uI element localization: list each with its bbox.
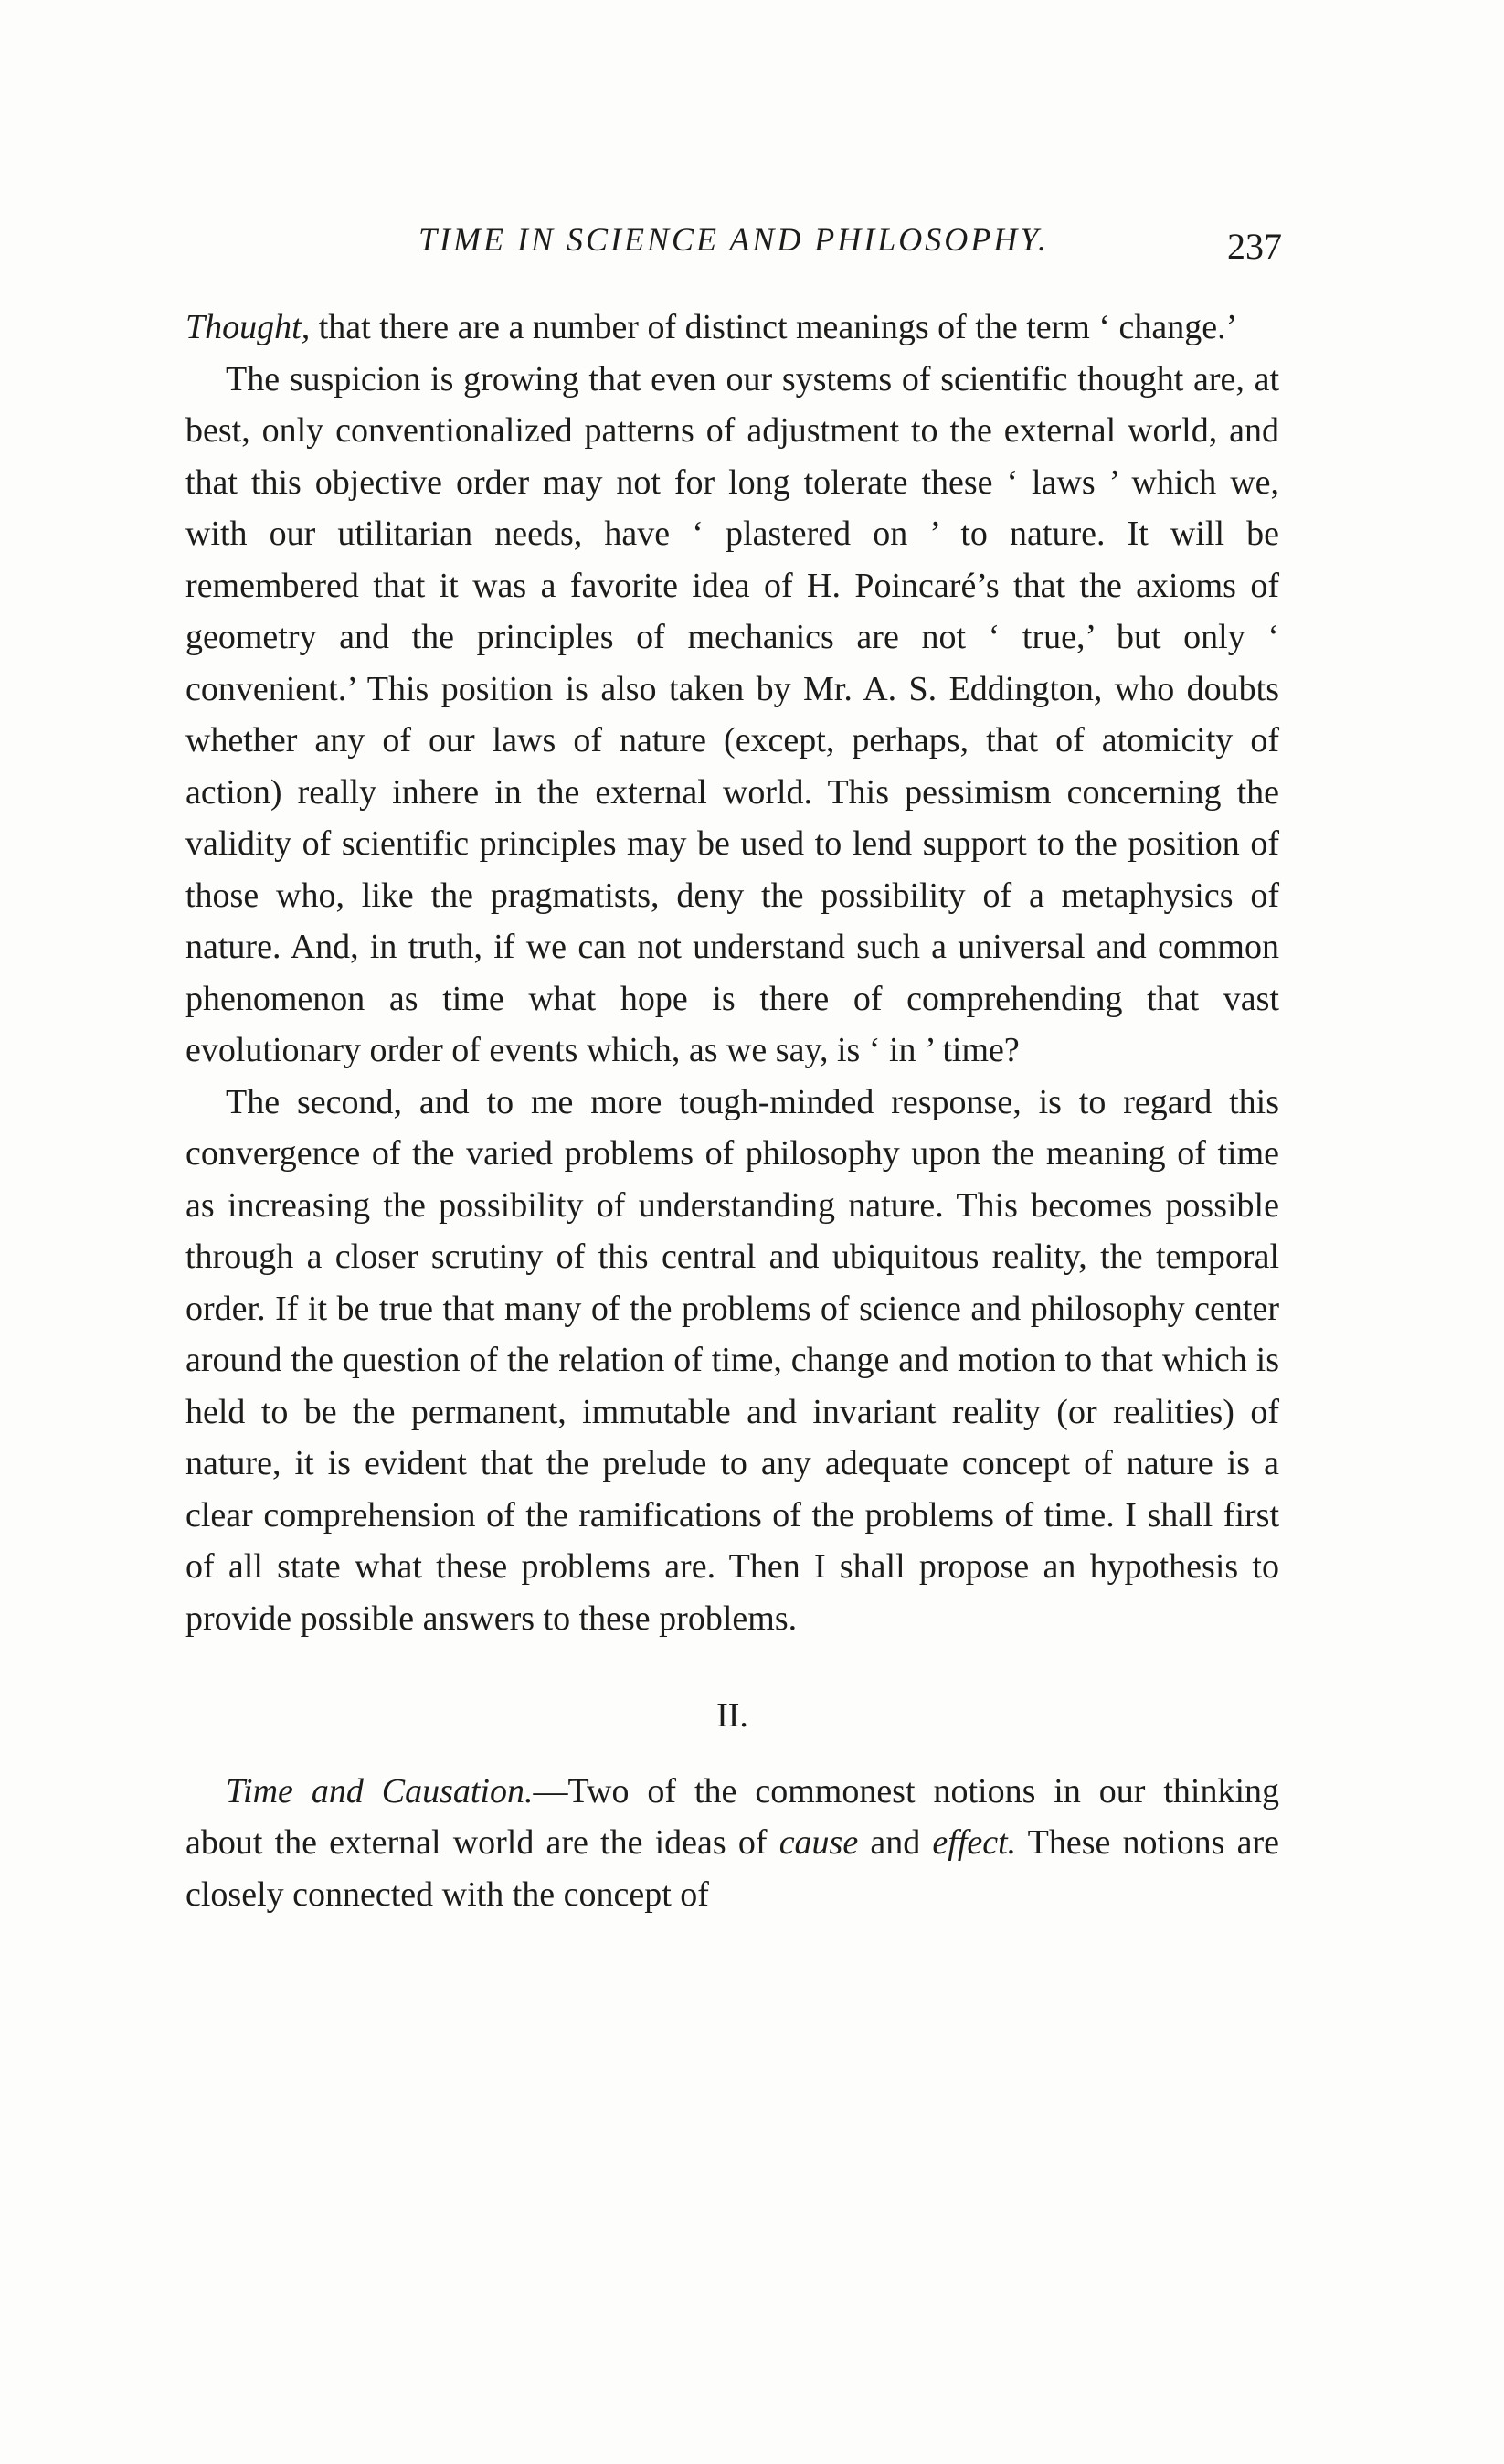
- paragraph-time-causation: [185, 1766, 1279, 1921]
- body-text: [185, 302, 1279, 1920]
- italic-cause: cause: [778, 1823, 859, 1862]
- paragraph-continued-text: that there are a number of distinct meanings of the term ‘ change.’: [310, 308, 1238, 346]
- section-heading: II.: [716, 1696, 748, 1735]
- italic-effect: effect.: [932, 1823, 1017, 1862]
- running-head: TIME IN SCIENCE AND PHILOSOPHY.: [418, 221, 1050, 258]
- page-header: [185, 212, 1282, 267]
- causation-text-a: —Two of the commonest notions in our thinking about the external world are the ideas of: [185, 1771, 1280, 1862]
- causation-text-b: and: [858, 1823, 933, 1862]
- paragraph-second-response: The second, and to me more tough-minded response, is to regard this convergence of the varied problems of philosophy upon the meaning of time as increasing the possibility of understanding nature. This becomes possible through a closer scrutiny of this central and ubiquitous reality, the temporal order. If it be true that many of the problems of science and philosophy center around the question of the relation of time, change and motion to that which is held to be the permanent, immutable and invariant reality (or realities) of nature, it is evident that the prelude to any adequate concept of nature is a clear comprehension of the ramifications of the problems of time. I shall first of all state what these problems are. Then I shall propose an hypothesis to provide possible answers to these problems.: [185, 1082, 1279, 1638]
- causation-text-c: These notions are closely connected with the concept of: [185, 1823, 1279, 1914]
- paragraph-continued: [185, 302, 1279, 354]
- page-number: 237: [1227, 226, 1282, 267]
- italic-time-and-causation: Time and Causation.: [226, 1771, 534, 1811]
- italic-thought: Thought,: [185, 308, 311, 346]
- paragraph-suspicion: The suspicion is growing that even our systems of scientific thought are, at best, only conventionalized patterns of adjustment to the external world, and that this objective order may not for long tolerate these ‘ laws ’ which we, with our utilitarian needs, have ‘ plastered on ’ to nature. It will be remembered that it was a favorite idea of H. Poincaré’s that the axioms of geometry and the principles of mechanics are not ‘ true,’ but only ‘ convenient.’ This position is also taken by Mr. A. S. Eddington, who doubts whether any of our laws of nature (except, perhaps, that of atomicity of action) really inhere in the external world. This pessimism concerning the validity of scientific principles may be used to lend support to the position of those who, like the pragmatists, deny the possibility of a metaphysics of nature. And, in truth, if we can not understand such a universal and common phenomenon as time what hope is there of comprehending that vast evolutionary order of events which, as we say, is ‘ in ’ time?: [185, 359, 1279, 1069]
